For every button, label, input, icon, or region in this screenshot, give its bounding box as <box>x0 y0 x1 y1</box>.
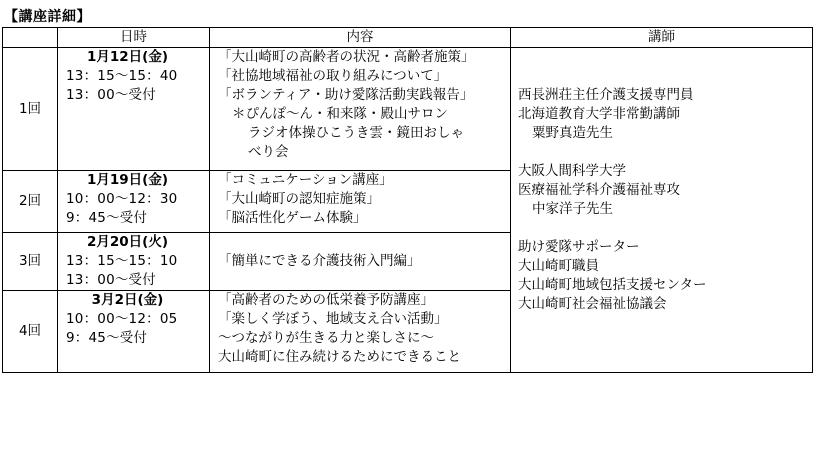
content-line: 「大山崎町の認知症施策」 <box>218 191 380 207</box>
lecturer-line: 大山崎町社会福祉協議会 <box>518 296 667 312</box>
lecturer-line: 助け愛隊サポーター <box>518 239 640 255</box>
lecturer-line: 大山崎町職員 <box>518 258 599 274</box>
section-heading: 【講座詳細】 <box>4 9 91 25</box>
session-number: 4回 <box>3 291 58 373</box>
content-line: 大山崎町に住み続けるためにできること <box>218 349 461 365</box>
content-line: ラジオ体操ひこうき雲・鏡田おしゃ <box>248 125 464 141</box>
session-time: 13：15～15：40 <box>66 68 178 84</box>
session-time: 10：00～12：05 <box>66 311 178 327</box>
session-datetime <box>58 233 210 291</box>
lecturer-name: 中家洋子先生 <box>532 201 613 217</box>
lecturer-line: 大阪人間科学大学 <box>518 163 626 179</box>
session-number: 1回 <box>3 48 58 171</box>
content-line: 「楽しく学ぼう、地域支え合い活動」 <box>218 311 448 327</box>
session-date: 2月20日(火) <box>86 234 169 250</box>
header-datetime: 日時 <box>58 28 210 48</box>
session-time: 13：15～15：10 <box>66 253 178 269</box>
session-reception: 13：00～受付 <box>66 87 156 103</box>
course-details-table <box>2 27 813 373</box>
session-time: 10：00～12：30 <box>66 191 178 207</box>
content-line: ～つながりが生きる力と楽しさに～ <box>218 330 434 346</box>
table-row <box>3 48 813 171</box>
session-date: 1月19日(金) <box>86 172 169 188</box>
session-number: 2回 <box>3 171 58 233</box>
session-date: 3月2日(金) <box>91 292 164 308</box>
content-line: 「社協地域福祉の取り組みについて」 <box>218 68 448 84</box>
header-lecturer: 講師 <box>511 28 813 48</box>
content-line: 「高齢者のための低栄養予防講座」 <box>218 292 434 308</box>
lecturer-name: 粟野真造先生 <box>532 125 613 141</box>
session-content <box>210 48 511 171</box>
lecturer-line: 大山崎町地域包括支援センター <box>518 277 707 293</box>
session-datetime <box>58 48 210 171</box>
header-content: 内容 <box>210 28 511 48</box>
session-datetime <box>58 291 210 373</box>
lecturer-line: 西長洲荘主任介護支援専門員 <box>518 87 694 103</box>
lecturer-line: 北海道教育大学非常勤講師 <box>518 106 680 122</box>
content-line: 「脳活性化ゲーム体験」 <box>218 210 367 226</box>
header-row <box>3 28 813 48</box>
session-reception: 9：45～受付 <box>66 210 148 226</box>
session-content <box>210 233 511 291</box>
session-datetime <box>58 171 210 233</box>
lecturer-line: 医療福祉学科介護福祉専攻 <box>518 182 680 198</box>
session-content <box>210 171 511 233</box>
content-line: ＊ぴんぽ～ん・和来隊・殿山サロン <box>232 106 448 122</box>
session-content <box>210 291 511 373</box>
content-line: 「ボランティア・助け愛隊活動実践報告」 <box>218 87 474 103</box>
content-line: 「コミュニケーション講座」 <box>218 172 393 188</box>
header-session <box>3 28 58 48</box>
session-reception: 9：45～受付 <box>66 330 148 346</box>
lecturer-cell <box>511 48 813 373</box>
content-line: べり会 <box>248 144 289 160</box>
content-line: 「大山崎町の高齢者の状況・高齢者施策」 <box>218 49 475 65</box>
session-reception: 13：00～受付 <box>66 272 156 288</box>
session-date: 1月12日(金) <box>86 49 169 65</box>
content-line: 「簡単にできる介護技術入門編」 <box>218 253 421 269</box>
session-number: 3回 <box>3 233 58 291</box>
